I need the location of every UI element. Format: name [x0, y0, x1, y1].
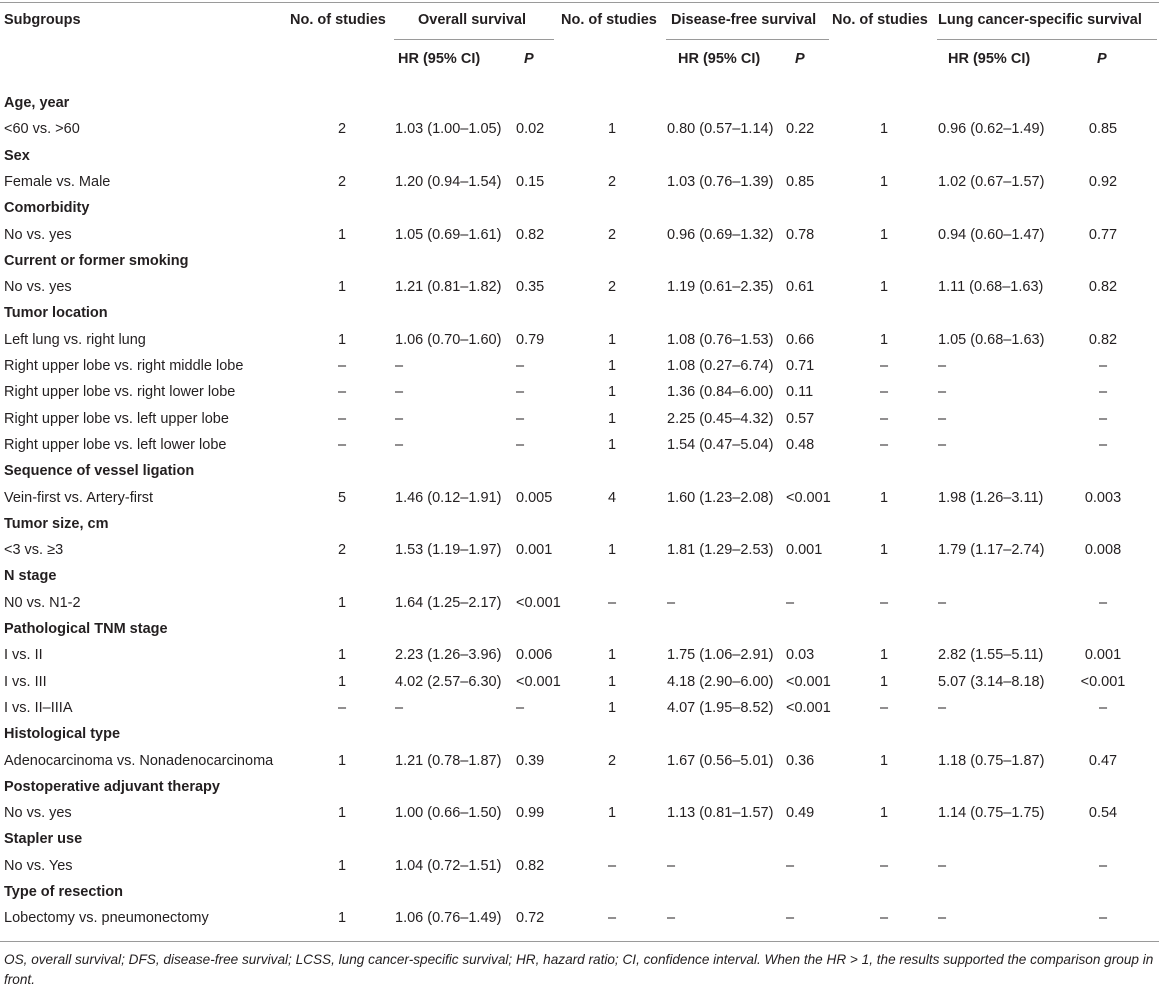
os-hazard-ratio: –: [395, 384, 404, 400]
dfs-study-count: 1: [607, 411, 617, 427]
group-label: Histological type: [4, 726, 121, 742]
lcss-study-count: 1: [879, 279, 889, 295]
lcss-hazard-ratio: 1.02 (0.67–1.57): [938, 174, 1045, 190]
lcss-p-value: –: [1098, 910, 1108, 926]
dfs-study-count: 1: [607, 674, 617, 690]
os-study-count: 1: [337, 674, 347, 690]
dfs-p-value: 0.03: [786, 647, 815, 663]
dfs-study-count: 1: [607, 542, 617, 558]
lcss-p-value: –: [1098, 384, 1108, 400]
lcss-p-value: 0.85: [1088, 121, 1118, 137]
header-p-lcss: P: [1097, 51, 1107, 67]
table-footnote: OS, overall survival; DFS, disease-free survival; LCSS, lung cancer-specific survival; HR, hazard ratio; CI, confidence interval. When the HR > 1, the results supported the comparison group in front.: [4, 952, 1154, 987]
lcss-p-value: 0.82: [1088, 332, 1118, 348]
dfs-hazard-ratio: 0.80 (0.57–1.14): [667, 121, 774, 137]
os-hazard-ratio: 4.02 (2.57–6.30): [395, 674, 502, 690]
group-label: N stage: [4, 568, 57, 584]
dfs-p-value: –: [786, 595, 795, 611]
header-no-studies-1: No. of studies: [290, 12, 386, 28]
subgroup-label: No vs. yes: [4, 805, 72, 821]
os-p-value: –: [516, 384, 525, 400]
dfs-p-value: 0.57: [786, 411, 815, 427]
dfs-p-value: 0.001: [786, 542, 823, 558]
os-hazard-ratio: 1.53 (1.19–1.97): [395, 542, 502, 558]
dfs-study-count: 4: [607, 490, 617, 506]
dfs-hazard-ratio: 1.13 (0.81–1.57): [667, 805, 774, 821]
lcss-p-value: 0.003: [1084, 490, 1122, 506]
os-study-count: –: [337, 411, 347, 427]
header-lung-cancer-specific-survival: Lung cancer-specific survival: [938, 12, 1142, 28]
os-study-count: 1: [337, 279, 347, 295]
os-study-count: –: [337, 437, 347, 453]
lcss-p-value: –: [1098, 358, 1108, 374]
dfs-p-value: <0.001: [786, 674, 831, 690]
dfs-p-value: 0.85: [786, 174, 815, 190]
dfs-study-count: 1: [607, 121, 617, 137]
subgroup-label: Vein-first vs. Artery-first: [4, 490, 154, 506]
lcss-study-count: 1: [879, 542, 889, 558]
os-study-count: 2: [337, 174, 347, 190]
subgroup-label: <3 vs. ≥3: [4, 542, 64, 558]
lcss-study-count: –: [879, 910, 889, 926]
header-subgroups: Subgroups: [4, 12, 81, 28]
subgroup-label: Lobectomy vs. pneumonectomy: [4, 910, 209, 926]
os-hazard-ratio: 1.06 (0.76–1.49): [395, 910, 502, 926]
os-study-count: 1: [337, 227, 347, 243]
os-p-value: <0.001: [516, 674, 561, 690]
os-hazard-ratio: –: [395, 700, 404, 716]
lcss-hazard-ratio: 1.05 (0.68–1.63): [938, 332, 1045, 348]
dfs-hazard-ratio: 4.18 (2.90–6.00): [667, 674, 774, 690]
os-p-value: 0.006: [516, 647, 553, 663]
lcss-p-value: 0.54: [1088, 805, 1118, 821]
lcss-study-count: –: [879, 358, 889, 374]
dfs-study-count: 1: [607, 358, 617, 374]
dfs-hazard-ratio: 1.54 (0.47–5.04): [667, 437, 774, 453]
lcss-study-count: 1: [879, 174, 889, 190]
subgroup-label: Right upper lobe vs. right middle lobe: [4, 358, 244, 374]
lcss-p-value: 0.82: [1088, 279, 1118, 295]
os-p-value: 0.82: [516, 858, 545, 874]
dfs-hazard-ratio: –: [667, 910, 676, 926]
dfs-study-count: 2: [607, 227, 617, 243]
dfs-p-value: 0.36: [786, 753, 815, 769]
subgroup-label: No vs. Yes: [4, 858, 73, 874]
subgroup-label: <60 vs. >60: [4, 121, 80, 137]
lcss-hazard-ratio: 1.11 (0.68–1.63): [938, 279, 1044, 295]
os-study-count: 1: [337, 858, 347, 874]
dfs-p-value: 0.66: [786, 332, 815, 348]
lcss-p-value: 0.008: [1084, 542, 1122, 558]
lcss-study-count: 1: [879, 674, 889, 690]
os-hazard-ratio: 2.23 (1.26–3.96): [395, 647, 502, 663]
os-study-count: 1: [337, 595, 347, 611]
lcss-hazard-ratio: –: [938, 437, 947, 453]
dfs-p-value: 0.78: [786, 227, 815, 243]
group-label: Tumor size, cm: [4, 516, 109, 532]
header-overall-survival: Overall survival: [418, 12, 527, 28]
os-p-value: –: [516, 358, 525, 374]
subgroup-label: No vs. yes: [4, 227, 72, 243]
lcss-p-value: 0.001: [1084, 647, 1122, 663]
os-hazard-ratio: –: [395, 437, 404, 453]
os-study-count: –: [337, 384, 347, 400]
lcss-hazard-ratio: 1.79 (1.17–2.74): [938, 542, 1045, 558]
lcss-hazard-ratio: 5.07 (3.14–8.18): [938, 674, 1045, 690]
dfs-hazard-ratio: 1.60 (1.23–2.08): [667, 490, 774, 506]
lcss-p-value: –: [1098, 700, 1108, 716]
subgroup-label: Adenocarcinoma vs. Nonadenocarcinoma: [4, 753, 274, 769]
os-hazard-ratio: 1.20 (0.94–1.54): [395, 174, 502, 190]
os-hazard-ratio: 1.05 (0.69–1.61): [395, 227, 502, 243]
lcss-hazard-ratio: –: [938, 384, 947, 400]
lcss-hazard-ratio: 1.98 (1.26–3.11): [938, 490, 1044, 506]
lcss-study-count: –: [879, 437, 889, 453]
header-no-studies-2: No. of studies: [561, 12, 657, 28]
group-label: Tumor location: [4, 305, 108, 321]
subgroup-label: I vs. II–IIIA: [4, 700, 73, 716]
subgroup-label: Right upper lobe vs. left lower lobe: [4, 437, 227, 453]
os-study-count: 1: [337, 332, 347, 348]
os-hazard-ratio: 1.21 (0.81–1.82): [395, 279, 502, 295]
os-study-count: 1: [337, 805, 347, 821]
os-hazard-ratio: 1.04 (0.72–1.51): [395, 858, 502, 874]
dfs-p-value: 0.11: [786, 384, 814, 400]
lcss-p-value: <0.001: [1080, 674, 1126, 690]
subgroup-label: Female vs. Male: [4, 174, 111, 190]
lcss-study-count: 1: [879, 647, 889, 663]
subgroup-label: I vs. II: [4, 647, 43, 663]
os-study-count: 1: [337, 753, 347, 769]
dfs-hazard-ratio: 1.36 (0.84–6.00): [667, 384, 774, 400]
os-study-count: 1: [337, 647, 347, 663]
dfs-hazard-ratio: 1.75 (1.06–2.91): [667, 647, 774, 663]
header-hr-lcss: HR (95% CI): [948, 51, 1031, 67]
lcss-study-count: 1: [879, 332, 889, 348]
subgroup-label: Left lung vs. right lung: [4, 332, 146, 348]
lcss-hazard-ratio: 0.96 (0.62–1.49): [938, 121, 1045, 137]
dfs-study-count: 1: [607, 700, 617, 716]
os-p-value: 0.82: [516, 227, 545, 243]
os-p-value: –: [516, 700, 525, 716]
group-label: Sequence of vessel ligation: [4, 463, 195, 479]
os-study-count: 2: [337, 542, 347, 558]
lcss-p-value: 0.77: [1088, 227, 1118, 243]
group-label: Stapler use: [4, 831, 83, 847]
dfs-hazard-ratio: –: [667, 858, 676, 874]
dfs-study-count: 2: [607, 174, 617, 190]
os-hazard-ratio: –: [395, 411, 404, 427]
dfs-study-count: –: [607, 858, 617, 874]
lcss-hazard-ratio: –: [938, 700, 947, 716]
group-label: Current or former smoking: [4, 253, 189, 269]
dfs-study-count: 2: [607, 753, 617, 769]
lcss-hazard-ratio: 0.94 (0.60–1.47): [938, 227, 1045, 243]
lcss-study-count: –: [879, 384, 889, 400]
os-study-count: –: [337, 358, 347, 374]
lcss-header-rule: [937, 39, 1157, 40]
os-p-value: 0.001: [516, 542, 553, 558]
dfs-hazard-ratio: 1.19 (0.61–2.35): [667, 279, 774, 295]
header-hr-dfs: HR (95% CI): [678, 51, 761, 67]
group-label: Type of resection: [4, 884, 123, 900]
os-hazard-ratio: 1.21 (0.78–1.87): [395, 753, 502, 769]
os-hazard-ratio: –: [395, 358, 404, 374]
lcss-study-count: 1: [879, 490, 889, 506]
os-p-value: 0.02: [516, 121, 545, 137]
dfs-p-value: 0.61: [786, 279, 815, 295]
group-label: Sex: [4, 148, 30, 164]
header-no-studies-3: No. of studies: [832, 12, 928, 28]
os-p-value: <0.001: [516, 595, 561, 611]
dfs-p-value: 0.49: [786, 805, 815, 821]
dfs-study-count: 1: [607, 647, 617, 663]
dfs-hazard-ratio: 4.07 (1.95–8.52): [667, 700, 774, 716]
os-p-value: 0.79: [516, 332, 545, 348]
os-hazard-ratio: 1.64 (1.25–2.17): [395, 595, 502, 611]
dfs-p-value: –: [786, 910, 795, 926]
os-p-value: 0.35: [516, 279, 545, 295]
lcss-study-count: –: [879, 700, 889, 716]
os-header-rule: [394, 39, 554, 40]
dfs-hazard-ratio: 0.96 (0.69–1.32): [667, 227, 774, 243]
dfs-hazard-ratio: 1.03 (0.76–1.39): [667, 174, 774, 190]
dfs-hazard-ratio: 1.81 (1.29–2.53): [667, 542, 774, 558]
dfs-study-count: –: [607, 910, 617, 926]
subgroup-label: Right upper lobe vs. left upper lobe: [4, 411, 229, 427]
dfs-study-count: 1: [607, 332, 617, 348]
lcss-p-value: –: [1098, 858, 1108, 874]
dfs-p-value: 0.22: [786, 121, 815, 137]
lcss-hazard-ratio: –: [938, 411, 947, 427]
top-rule: [0, 2, 1159, 3]
lcss-study-count: –: [879, 411, 889, 427]
bottom-rule: [0, 941, 1159, 942]
os-p-value: 0.15: [516, 174, 545, 190]
lcss-p-value: –: [1098, 595, 1108, 611]
dfs-p-value: 0.71: [786, 358, 815, 374]
subgroup-label: N0 vs. N1-2: [4, 595, 81, 611]
os-study-count: 2: [337, 121, 347, 137]
dfs-hazard-ratio: 1.08 (0.76–1.53): [667, 332, 774, 348]
group-label: Postoperative adjuvant therapy: [4, 779, 220, 795]
header-disease-free-survival: Disease-free survival: [671, 12, 817, 28]
os-p-value: –: [516, 411, 525, 427]
header-p-dfs: P: [795, 51, 805, 67]
subgroup-label: I vs. III: [4, 674, 47, 690]
dfs-p-value: <0.001: [786, 700, 831, 716]
group-label: Pathological TNM stage: [4, 621, 168, 637]
dfs-hazard-ratio: 1.67 (0.56–5.01): [667, 753, 774, 769]
os-study-count: 5: [337, 490, 347, 506]
lcss-hazard-ratio: –: [938, 358, 947, 374]
lcss-hazard-ratio: –: [938, 595, 947, 611]
lcss-hazard-ratio: –: [938, 858, 947, 874]
group-label: Age, year: [4, 95, 70, 111]
os-hazard-ratio: 1.00 (0.66–1.50): [395, 805, 502, 821]
subgroup-label: No vs. yes: [4, 279, 72, 295]
lcss-p-value: –: [1098, 437, 1108, 453]
lcss-p-value: –: [1098, 411, 1108, 427]
dfs-study-count: 1: [607, 805, 617, 821]
dfs-study-count: 1: [607, 437, 617, 453]
os-hazard-ratio: 1.46 (0.12–1.91): [395, 490, 502, 506]
lcss-p-value: 0.47: [1088, 753, 1118, 769]
group-label: Comorbidity: [4, 200, 90, 216]
os-hazard-ratio: 1.06 (0.70–1.60): [395, 332, 502, 348]
os-study-count: 1: [337, 910, 347, 926]
os-hazard-ratio: 1.03 (1.00–1.05): [395, 121, 502, 137]
os-study-count: –: [337, 700, 347, 716]
dfs-header-rule: [666, 39, 829, 40]
lcss-study-count: –: [879, 595, 889, 611]
lcss-hazard-ratio: 1.18 (0.75–1.87): [938, 753, 1045, 769]
lcss-hazard-ratio: 2.82 (1.55–5.11): [938, 647, 1044, 663]
lcss-study-count: 1: [879, 227, 889, 243]
subgroup-label: Right upper lobe vs. right lower lobe: [4, 384, 236, 400]
lcss-p-value: 0.92: [1088, 174, 1118, 190]
os-p-value: 0.99: [516, 805, 545, 821]
header-hr-os: HR (95% CI): [398, 51, 481, 67]
dfs-p-value: <0.001: [786, 490, 831, 506]
dfs-study-count: 2: [607, 279, 617, 295]
dfs-hazard-ratio: –: [667, 595, 676, 611]
lcss-study-count: –: [879, 858, 889, 874]
os-p-value: 0.72: [516, 910, 545, 926]
lcss-study-count: 1: [879, 753, 889, 769]
lcss-study-count: 1: [879, 805, 889, 821]
dfs-hazard-ratio: 2.25 (0.45–4.32): [667, 411, 774, 427]
os-p-value: 0.39: [516, 753, 545, 769]
lcss-hazard-ratio: 1.14 (0.75–1.75): [938, 805, 1045, 821]
header-p-os: P: [524, 51, 534, 67]
dfs-hazard-ratio: 1.08 (0.27–6.74): [667, 358, 774, 374]
dfs-study-count: 1: [607, 384, 617, 400]
dfs-p-value: –: [786, 858, 795, 874]
lcss-hazard-ratio: –: [938, 910, 947, 926]
dfs-study-count: –: [607, 595, 617, 611]
dfs-p-value: 0.48: [786, 437, 815, 453]
lcss-study-count: 1: [879, 121, 889, 137]
os-p-value: 0.005: [516, 490, 553, 506]
os-p-value: –: [516, 437, 525, 453]
